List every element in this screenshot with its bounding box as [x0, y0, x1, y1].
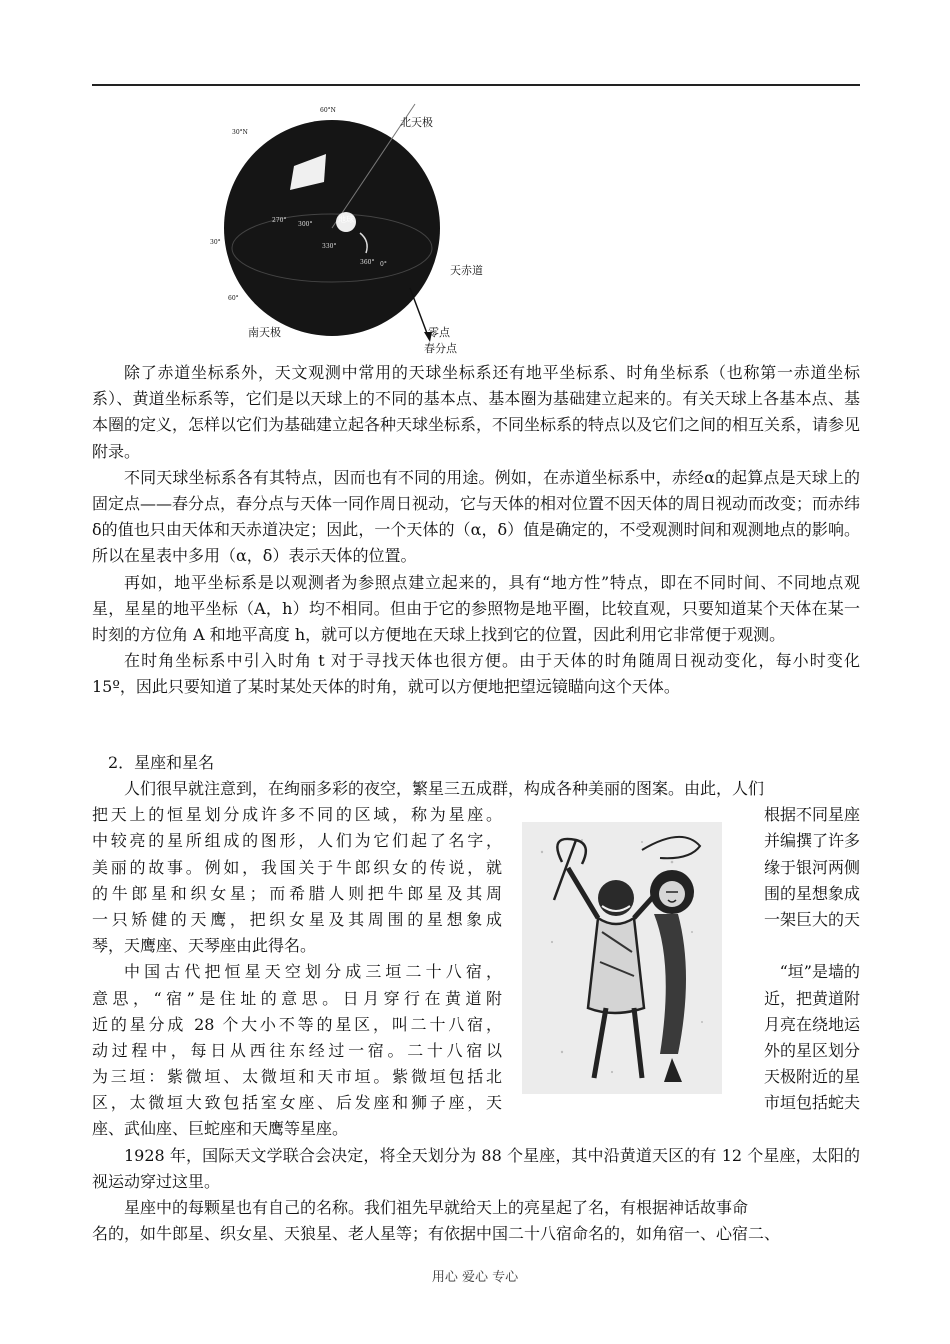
wrap-end: 座、武仙座、巨蛇座和天鹰等星座。 [92, 1119, 349, 1139]
wrap-row [92, 1038, 860, 1064]
wrap-row [92, 907, 860, 933]
paragraph-horizontal-system: 再如，地平坐标系是以观测者为参照点建立起来的，具有“地方性”特点，即在不同时间、不同地点观星，星星的地平坐标（A，h）均不相同。但由于它的参照物是地平圈，比较直观，只要知道某个天体在某一时刻的方位角 A 和地平高度 h，就可以方便地在天球上找到它的位置，因此利用它非常便于观测。 [92, 572, 860, 645]
paragraph-equatorial-features: 不同天球坐标系各有其特点，因而也有不同的用途。例如，在赤道坐标系中，赤经α的起算点是天球上的固定点——春分点，春分点与天体一同作周日视动，它与天体的相对位置不因天体的周日视动而改变；而赤纬δ的值也只由天体和天赤道决定；因此，一个天体的（α，δ）值是确定的，不受观测时间和观测地点的影响。所以在星表中多用（α，δ）表示天体的位置。 [92, 467, 861, 566]
wrap-row [92, 1012, 860, 1038]
page-footer: 用心 爱心 专心 [431, 1270, 519, 1285]
label-south-pole: 南天极 [248, 326, 281, 339]
header-rule [92, 84, 860, 86]
wrap-left: 把天上的恒星划分成许多不同的区域，称为星座。 [92, 805, 502, 825]
wrap-row [92, 855, 860, 881]
wrap-right: 近，把黄道附 [763, 988, 860, 1008]
coordinate-systems-section [92, 360, 860, 701]
wrap-left: 为三垣：紫微垣、太微垣和天市垣。紫微垣包括北 [92, 1067, 502, 1087]
celestial-sphere-figure [210, 98, 510, 360]
wrap-row [92, 959, 860, 985]
wrap-left: 动过程中，每日从西往东经过一宿。二十八宿以 [92, 1040, 502, 1060]
wrap-row [92, 1090, 860, 1116]
wrap-right: 根据不同星座 [763, 805, 860, 825]
wrap-right: 市垣包括蛇夫 [763, 1093, 860, 1113]
hero-lion-drawing [522, 822, 722, 1094]
wrap-right: 天极附近的星 [763, 1067, 860, 1087]
wrap-left: 中国古代把恒星天空划分成三垣二十八宿， [124, 962, 502, 982]
pointer-line [410, 288, 428, 336]
celestial-sphere-diagram [210, 98, 510, 360]
wrap-right: “垣”是墙的 [779, 962, 860, 982]
label-60n: 60°N [320, 107, 336, 114]
constellation-section [92, 750, 860, 1247]
wrap-row [92, 986, 860, 1012]
label-30: 30° [210, 239, 221, 246]
section-heading: 2．星座和星名 [108, 753, 215, 772]
label-ra-360: 360° [360, 259, 375, 266]
wrap-row [92, 828, 860, 854]
wrap-left: 美丽的故事。例如，我国关于牛郎织女的传说，就 [92, 857, 502, 877]
label-zero-point: 零点 [428, 326, 450, 339]
label-ra-270: 270° [272, 217, 287, 224]
wrap-right: 月亮在绕地运 [763, 1014, 860, 1034]
wrap-row [92, 881, 860, 907]
wrap-left: 近的星分成 28 个大小不等的星区，叫二十八宿， [92, 1014, 502, 1034]
constellation-intro: 人们很早就注意到，在绚丽多彩的夜空，繁星三五成群，构成各种美丽的图案。由此，人们 [124, 779, 765, 798]
paragraph-1928: 1928 年，国际天文学联合会决定，将全天划分为 88 个星座，其中沿黄道天区的有 12 个星座，太阳的视运动穿过这里。 [92, 1145, 860, 1191]
wrap-right: 一架巨大的天 [763, 909, 860, 929]
wrap-left: 一只矫健的天鹰，把织女星及其周围的星想象成 [92, 909, 502, 929]
wrap-right: 围的星想象成 [763, 883, 860, 903]
label-ra-330: 330° [322, 243, 337, 250]
label-30n: 30°N [232, 129, 248, 136]
paragraph-star-names-line1: 星座中的每颗星也有自己的名称。我们祖先早就给天上的亮星起了名，有根据神话故事命 [124, 1198, 749, 1218]
wrap-left: 区，太微垣大致包括室女座、后发座和狮子座，天 [92, 1093, 502, 1113]
label-60: 60° [228, 295, 239, 302]
mythology-illustration [522, 822, 722, 1094]
paragraph-hour-angle: 在时角坐标系中引入时角 t 对于寻找天体也很方便。由于天体的时角随周日视动变化，每小时变化 15º，因此只要知道了某时某处天体的时角，就可以方便地把望远镜瞄向这个天体。 [92, 651, 860, 697]
paragraph-star-names-line2: 名的，如牛郎星、织女星、天狼星、老人星等；有依据中国二十八宿命名的，如角宿一、心宿二、 [92, 1224, 781, 1244]
wrap-right: 并编撰了许多 [763, 831, 860, 851]
label-ra-300: 300° [298, 221, 313, 228]
wrap-left: 意思，“宿”是住址的意思。日月穿行在黄道附 [92, 988, 502, 1008]
label-celestial-equator: 天赤道 [450, 264, 483, 277]
wrap-row [92, 802, 860, 828]
paragraph-coordinate-systems: 除了赤道坐标系外，天文观测中常用的天球坐标系还有地平坐标系、时角坐标系（也称第一赤道坐标系）、黄道坐标系等，它们是以天球上的不同的基本点、基本圈为基础建立起来的。有关天球上各基本点、基本圈的定义，怎样以它们为基础建立起各种天球坐标系，不同坐标系的特点以及它们之间的相互关系，请参见附录。 [92, 363, 861, 461]
wrap-right: 缘于银河两侧 [763, 857, 860, 877]
wrap-row [92, 1064, 860, 1090]
label-north-pole: 北天极 [400, 116, 433, 129]
wrap-left: 的牛郎星和织女星；而希腊人则把牛郎星及其周 [92, 883, 502, 903]
wrap-right: 外的星区划分 [763, 1040, 860, 1060]
label-earth: 地球 [338, 215, 354, 224]
label-ra-0: 0° [380, 261, 387, 268]
wrap-end: 琴，天鹰座、天琴座由此得名。 [92, 936, 317, 956]
label-vernal-equinox: 春分点 [424, 342, 457, 355]
wrap-left: 中较亮的星所组成的图形，人们为它们起了名字， [92, 831, 502, 851]
